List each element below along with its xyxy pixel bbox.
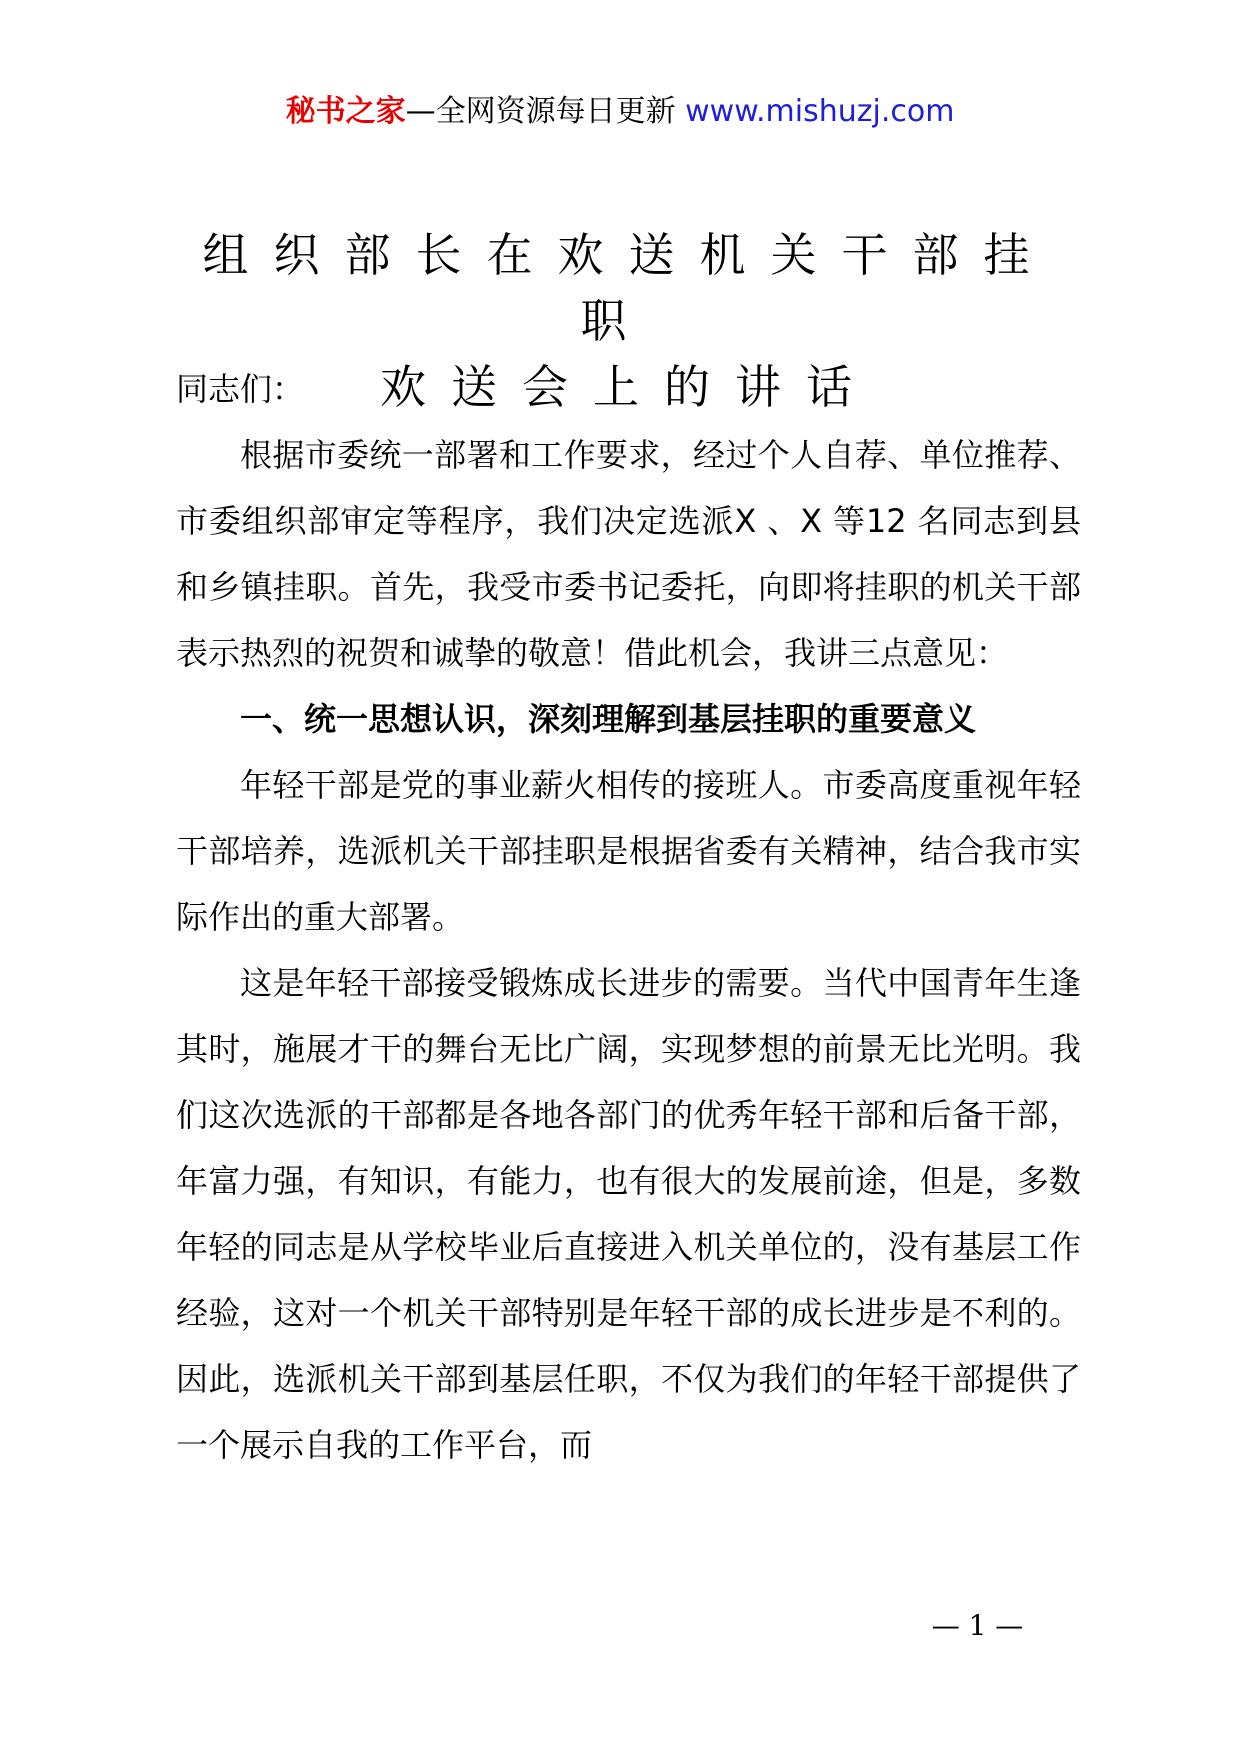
document-body (176, 356, 1081, 1478)
document-title-line-2: 欢送会上的讲话 (380, 360, 877, 414)
page-number: — 1 — (931, 1609, 1024, 1642)
paragraph-intro: 根据市委统一部署和工作要求，经过个人自荐、单位推荐、市委组织部审定等程序，我们决定选派X 、X 等12 名同志到县和乡镇挂职。首先，我受市委书记委托，向即将挂职的机关干部表示热烈的祝贺和诚挚的敬意！借此机会，我讲三点意见： (176, 436, 1081, 672)
section-heading-1: 一、统一思想认识，深刻理解到基层挂职的重要意义 (240, 700, 977, 738)
site-url[interactable]: www.mishuzj.com (685, 94, 955, 129)
paragraph-young-cadres: 年轻干部是党的事业薪火相传的接班人。市委高度重视年轻干部培养，选派机关干部挂职是根据省委有关精神，结合我市实际作出的重大部署。 (176, 766, 1081, 936)
site-slogan: —全网资源每日更新 (405, 94, 676, 129)
document-title-line-1: 组织部长在欢送机关干部挂职 (202, 228, 1055, 348)
paragraph-growth-need: 这是年轻干部接受锻炼成长进步的需要。当代中国青年生逢其时，施展才干的舞台无比广阔，实现梦想的前景无比光明。我们这次选派的干部都是各地各部门的优秀年轻干部和后备干部，年富力强，有知识，有能力，也有很大的发展前途，但是，多数年轻的同志是从学校毕业后直接进入机关单位的，没有基层工作经验，这对一个机关干部特别是年轻干部的成长进步是不利的。因此，选派机关干部到基层任职，不仅为我们的年轻干部提供了一个展示自我的工作平台，而 (176, 964, 1081, 1464)
site-brand: 秘书之家 (285, 94, 406, 129)
site-header (0, 92, 1240, 132)
salutation: 同志们： (176, 370, 305, 408)
